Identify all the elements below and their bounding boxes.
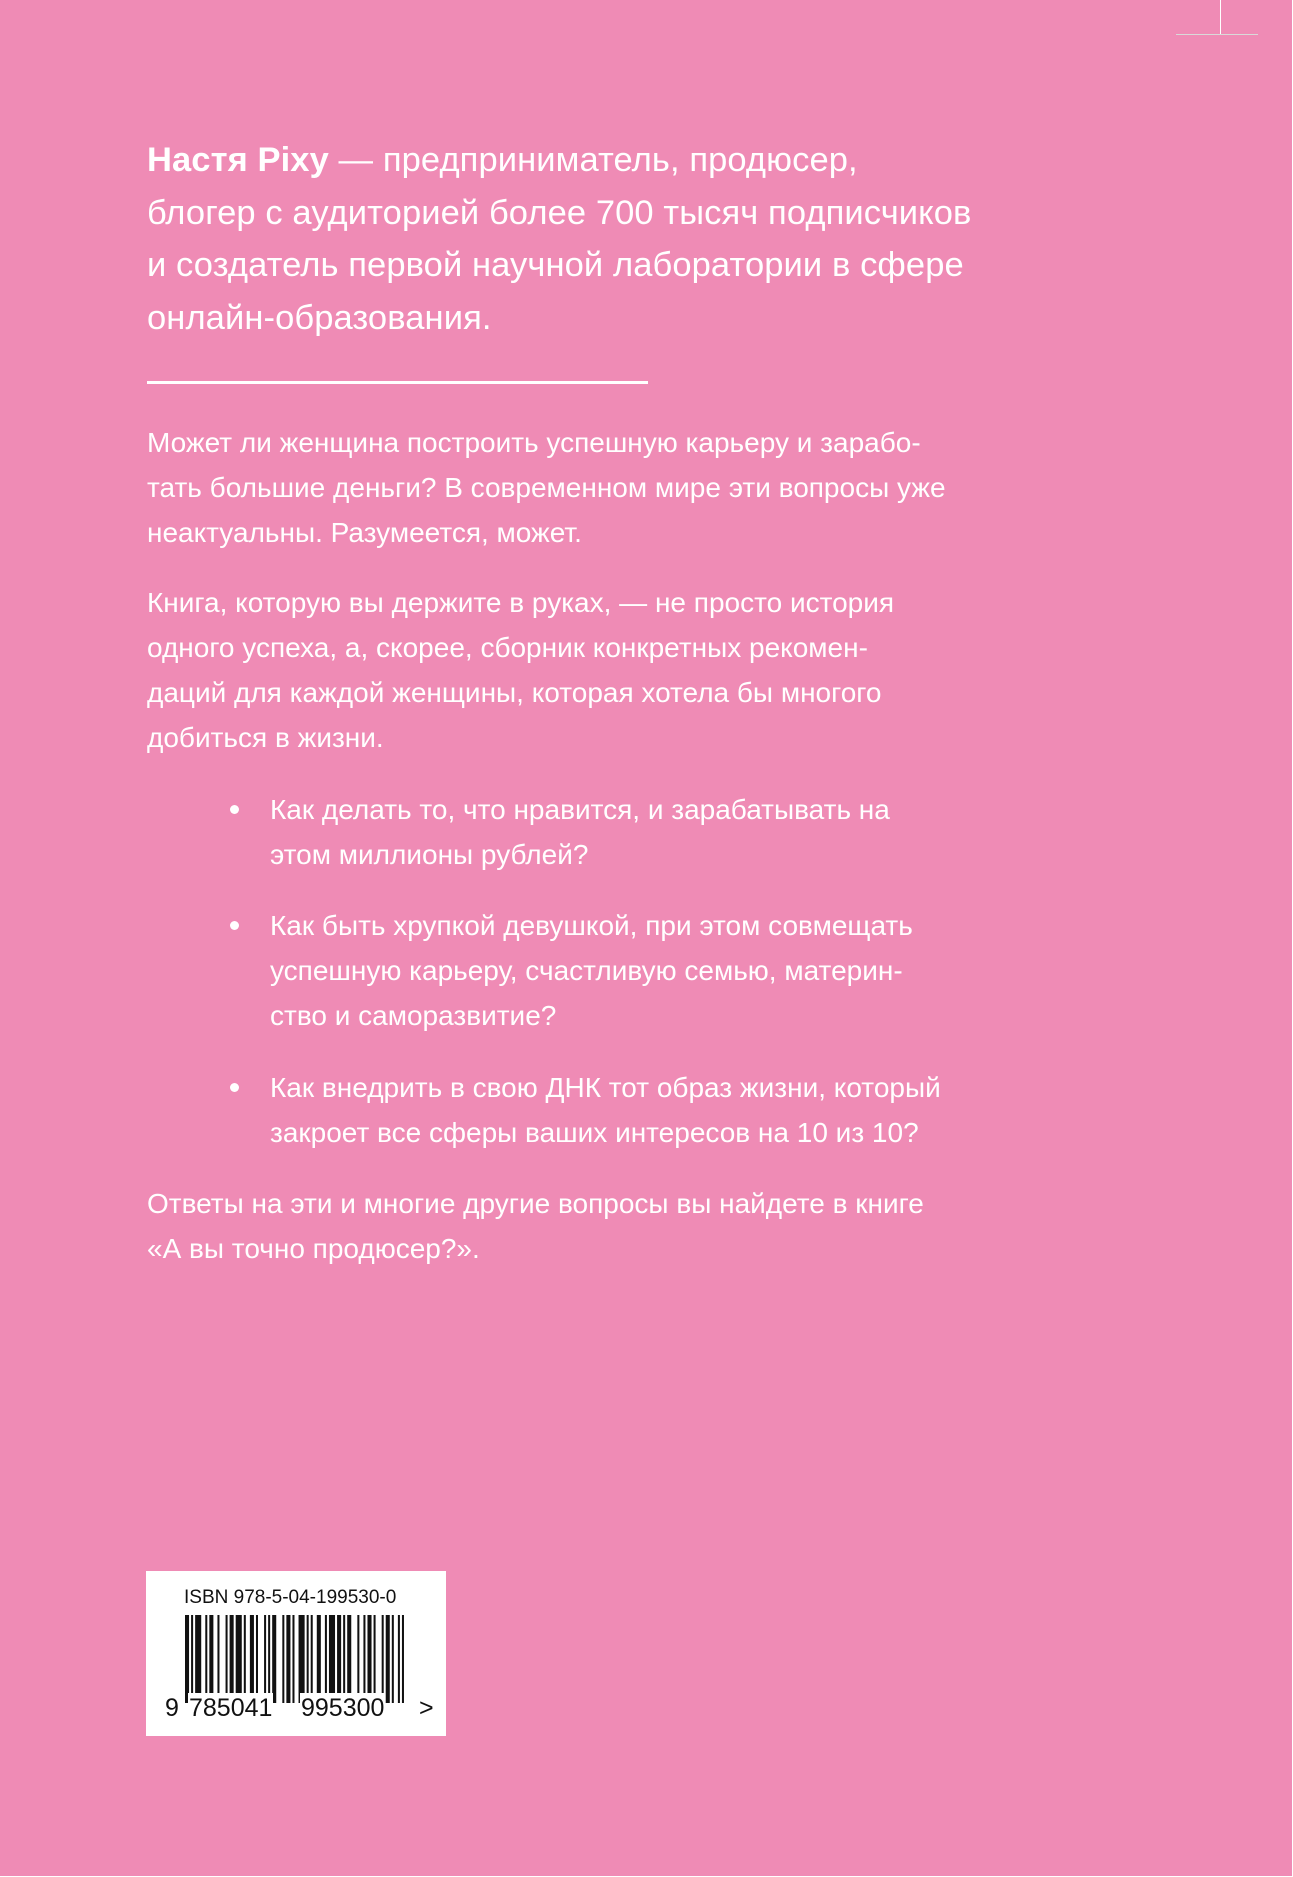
divider-line: [147, 381, 648, 384]
bullet-line: успешную карьеру, счастливую семью, материн-: [270, 955, 903, 986]
intro-line: и создатель первой научной лаборатории в сфере: [147, 246, 964, 284]
bullet-item: [270, 903, 1090, 1038]
barcode-bar: [307, 1615, 309, 1703]
barcode-bar: [398, 1615, 400, 1703]
barcode-bar: [185, 1615, 189, 1703]
ean-digits: [164, 1693, 434, 1723]
barcode-bar: [292, 1615, 294, 1703]
ean-tail-mark: >: [419, 1694, 434, 1722]
bullet-line: этом миллионы рублей?: [270, 839, 589, 870]
barcode-bar: [392, 1615, 394, 1703]
barcode-bar: [329, 1615, 335, 1703]
barcode-bar: [363, 1615, 365, 1703]
barcode-bar: [282, 1615, 284, 1703]
barcode-bar: [337, 1615, 341, 1703]
barcode-box: [146, 1571, 446, 1736]
barcode-bar: [317, 1615, 321, 1703]
ean-left-group: 785041: [189, 1694, 273, 1722]
paragraph-2: [147, 580, 1087, 760]
barcode-bar: [209, 1615, 213, 1703]
barcode-bar: [191, 1615, 193, 1703]
author-intro: [147, 134, 1107, 344]
barcode-bar: [256, 1615, 258, 1703]
barcode-bar: [205, 1615, 207, 1703]
barcode-bar: [299, 1615, 305, 1703]
bullet-line: ство и саморазвитие?: [270, 1000, 557, 1031]
barcode-bar: [402, 1615, 404, 1703]
paragraph-line: одного успеха, а, скорее, сборник конкретных рекомен-: [147, 632, 868, 663]
paragraph-line: тать большие деньги? В современном мире эти вопросы уже: [147, 472, 946, 503]
isbn-label: ISBN 978-5-04-199530-0: [184, 1587, 397, 1608]
paragraph-line: «А вы точно продюсер?».: [147, 1233, 480, 1264]
barcode-bar: [264, 1615, 266, 1703]
barcode-bar: [244, 1615, 246, 1703]
bullet-dot-icon: [230, 921, 239, 930]
barcode-bar: [272, 1615, 276, 1703]
bullet-line: Как делать то, что нравится, и зарабатывать на: [270, 794, 890, 825]
paragraph-line: даций для каждой женщины, которая хотела бы многого: [147, 677, 882, 708]
paragraph-line: добиться в жизни.: [147, 722, 384, 753]
barcode-bar: [250, 1615, 254, 1703]
paragraph-line: Ответы на эти и многие другие вопросы вы найдете в книге: [147, 1188, 924, 1219]
bullet-item: [270, 1065, 1090, 1155]
bullet-dot-icon: [230, 805, 239, 814]
bullet-line: Как быть хрупкой девушкой, при этом совмещать: [270, 910, 913, 941]
bullet-line: закроет все сферы ваших интересов на 10 из 10?: [270, 1117, 919, 1148]
author-name: Настя Pixy: [147, 141, 329, 179]
paragraph-1: [147, 420, 1087, 555]
paragraph-line: неактуальны. Разумеется, может.: [147, 517, 582, 548]
barcode-bar: [226, 1615, 228, 1703]
barcode-bar: [347, 1615, 351, 1703]
trim-mark-horizontal: [1176, 34, 1258, 35]
barcode-bar: [268, 1615, 270, 1703]
closing-paragraph: [147, 1181, 1087, 1271]
barcode-bar: [343, 1615, 345, 1703]
barcode-bar: [382, 1615, 384, 1703]
barcode-bar: [311, 1615, 313, 1703]
barcode-bar: [195, 1615, 201, 1703]
barcode-bar: [325, 1615, 327, 1703]
bullet-dot-icon: [230, 1083, 239, 1092]
barcode-bar: [236, 1615, 242, 1703]
paragraph-line: Может ли женщина построить успешную карьеру и зарабо-: [147, 427, 921, 458]
bullet-line: Как внедрить в свою ДНК тот образ жизни, который: [270, 1072, 941, 1103]
barcode-bar: [286, 1615, 290, 1703]
intro-line: — предприниматель, продюсер,: [328, 141, 858, 179]
barcode-bar: [357, 1615, 359, 1703]
barcode-bar: [374, 1615, 376, 1703]
ean-right-group: 995300: [301, 1694, 385, 1722]
paragraph-line: Книга, которую вы держите в руках, — не просто история: [147, 587, 895, 618]
ean-lead-digit: 9: [165, 1694, 179, 1722]
trim-mark-vertical: [1220, 0, 1221, 34]
bullet-item: [270, 787, 1090, 877]
barcode-bar: [230, 1615, 234, 1703]
intro-line: онлайн-образования.: [147, 298, 492, 337]
barcode-bar: [217, 1615, 219, 1703]
barcode-bars: [185, 1615, 406, 1703]
intro-line: блогер с аудиторией более 700 тысяч подписчиков: [147, 193, 972, 232]
barcode-bar: [367, 1615, 371, 1703]
barcode-bar: [386, 1615, 390, 1703]
